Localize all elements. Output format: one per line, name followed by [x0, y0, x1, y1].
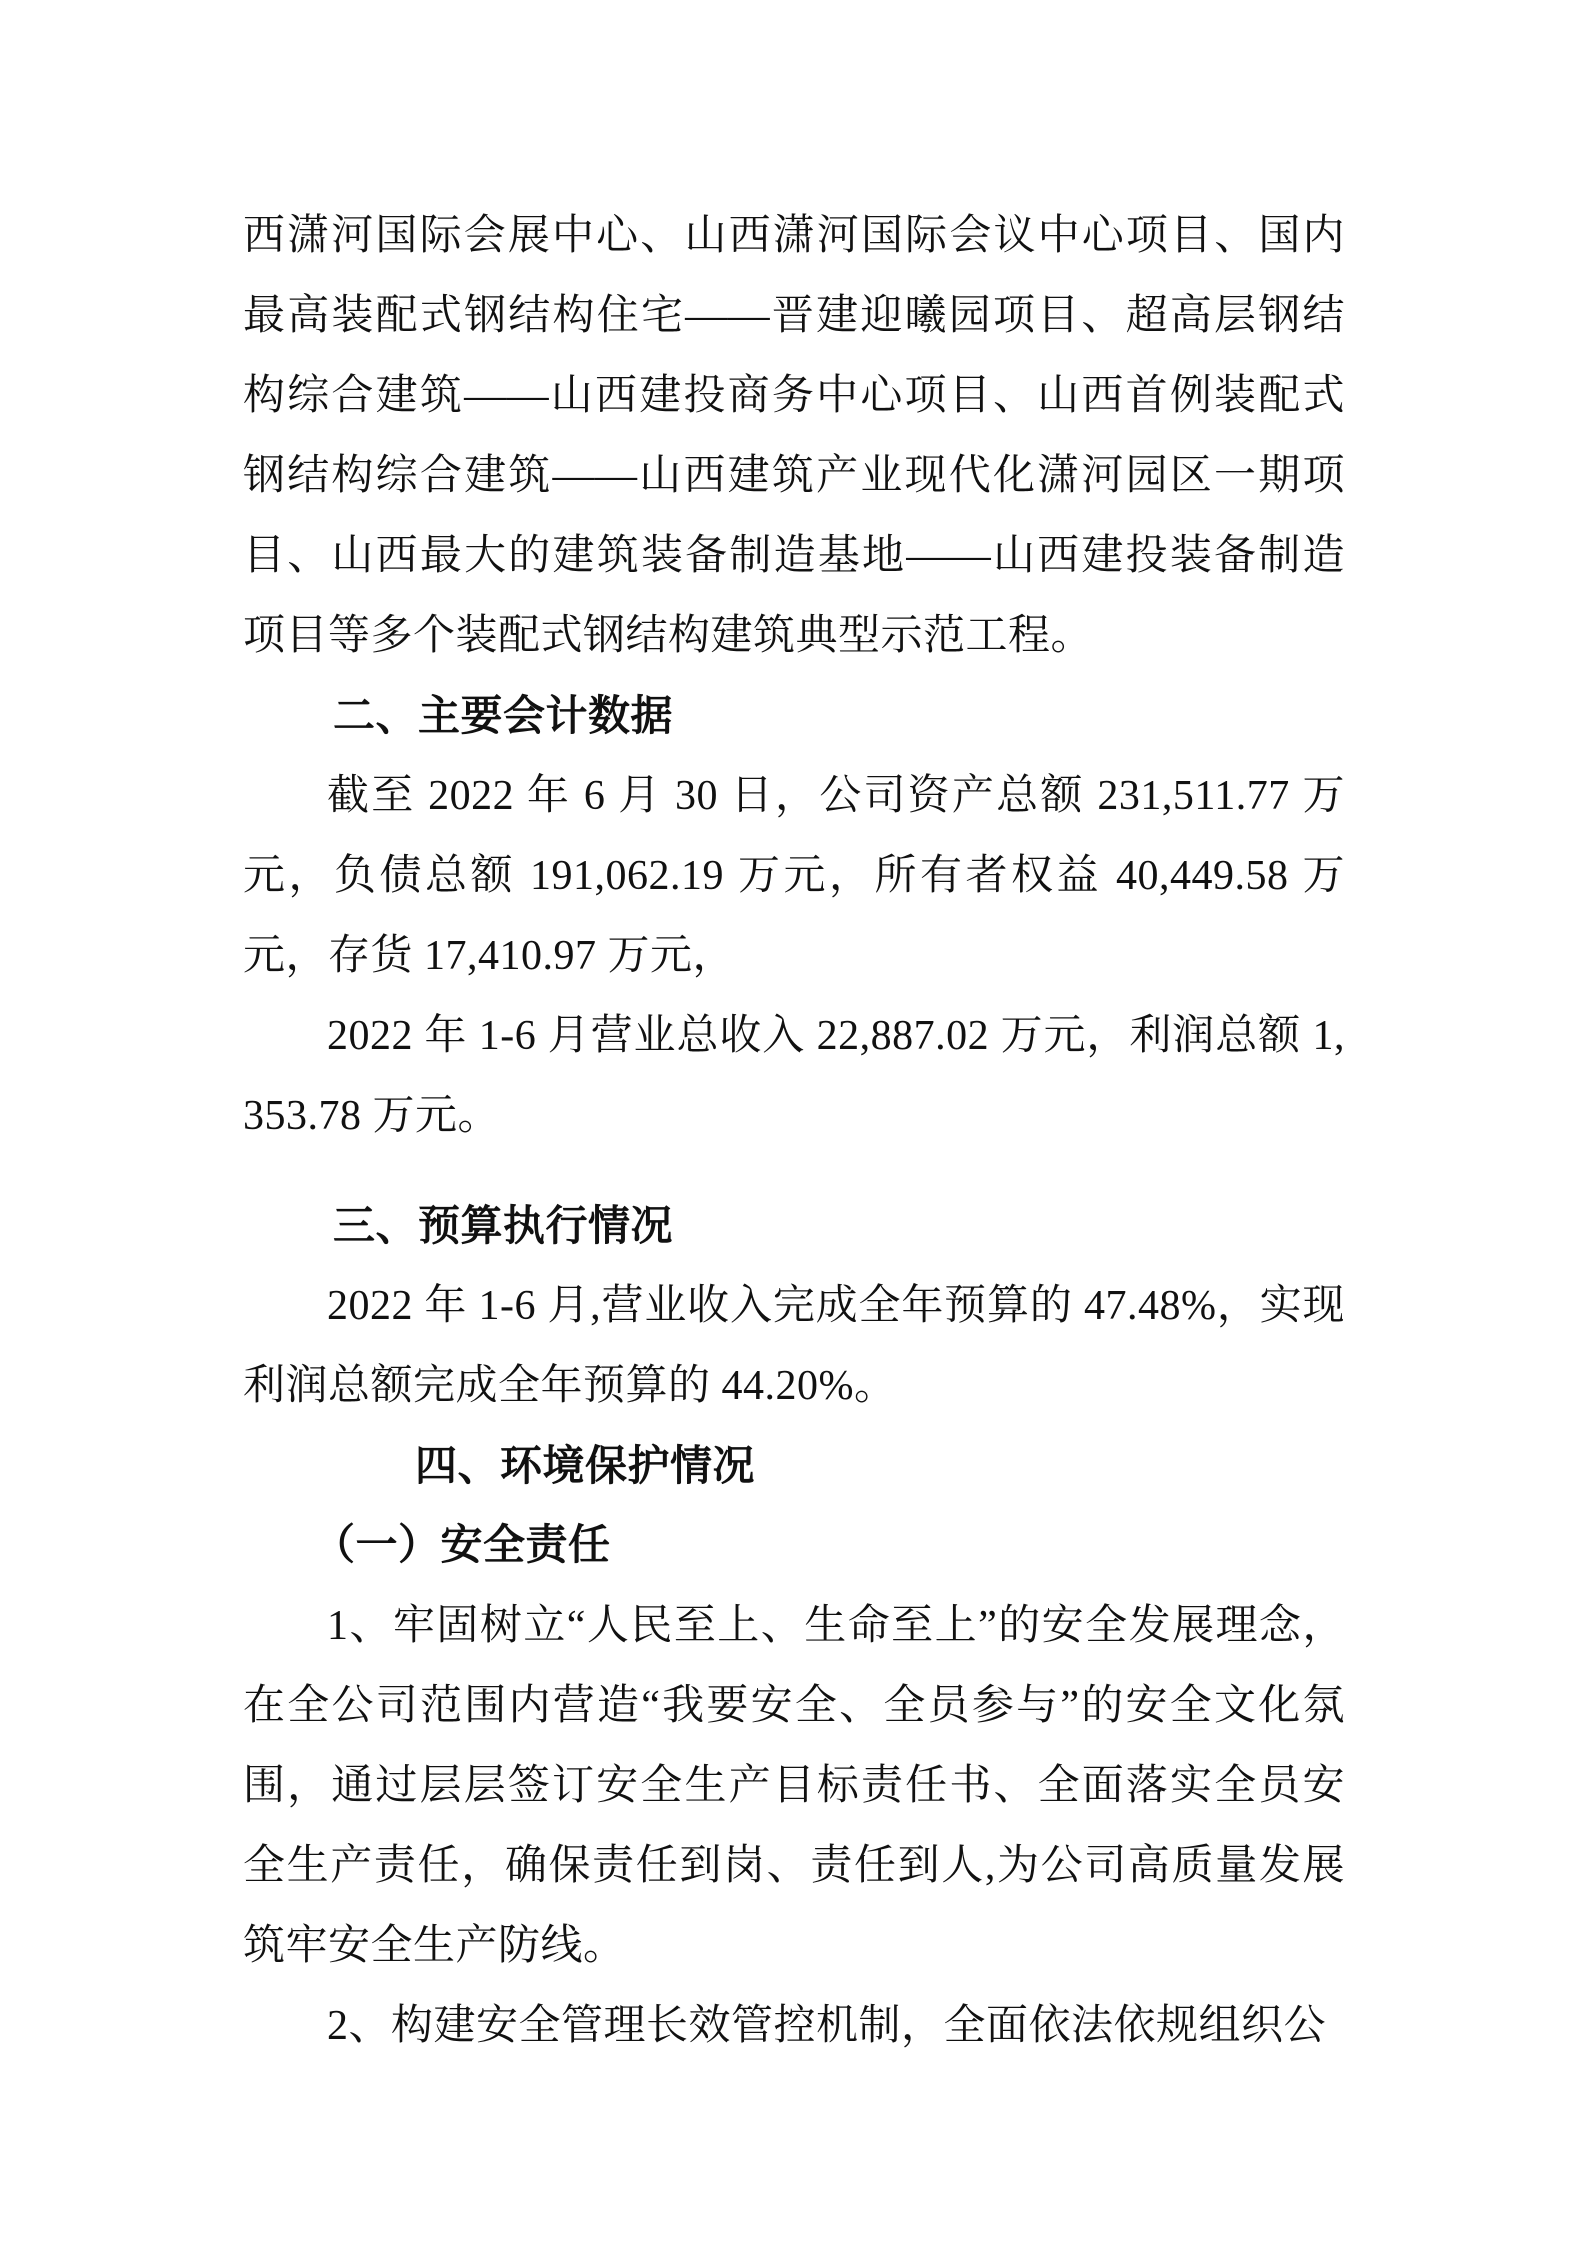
paragraph-safety-item-2: 2、构建安全管理长效管控机制，全面依法依规组织公 [327, 2003, 1327, 2049]
heading-budget-execution: 三、预算执行情况 [333, 1202, 674, 1249]
paragraph-revenue-profit: 2022 年 1-6 月营业总收入 22,887.02 万元，利润总额 1,353.78 万元。 [243, 1013, 1345, 1139]
paragraph-budget-execution: 2022 年 1-6 月,营业收入完成全年预算的 47.48%，实现利润总额完成全年预算的 44.20%。 [243, 1283, 1345, 1409]
heading-accounting-data: 二、主要会计数据 [333, 692, 674, 739]
heading-safety-responsibility: （一）安全责任 [313, 1523, 611, 1569]
paragraph-projects: 西潇河国际会展中心、山西潇河国际会议中心项目、国内最高装配式钢结构住宅——晋建迎曦园项目、超高层钢结构综合建筑——山西建投商务中心项目、山西首例装配式钢结构综合建筑——山西建筑产业现代化潇河园区一期项目、山西最大的建筑装备制造基地——山西建投装备制造项目等多个装配式钢结构建筑典型示范工程。 [243, 213, 1345, 659]
paragraph-safety-item-1: 1、牢固树立“人民至上、生命至上”的安全发展理念，在全公司范围内营造“我要安全、全员参与”的安全文化氛围，通过层层签订安全生产目标责任书、全面落实全员安全生产责任，确保责任到岗、责任到人,为公司高质量发展筑牢安全生产防线。 [243, 1603, 1345, 1969]
document-body [243, 196, 1345, 2066]
heading-environment-protection: 四、环境保护情况 [415, 1442, 756, 1489]
paragraph-balance-sheet: 截至 2022 年 6 月 30 日，公司资产总额 231,511.77 万元，负债总额 191,062.19 万元，所有者权益 40,449.58 万元，存货 17,410.97 万元， [243, 773, 1345, 979]
